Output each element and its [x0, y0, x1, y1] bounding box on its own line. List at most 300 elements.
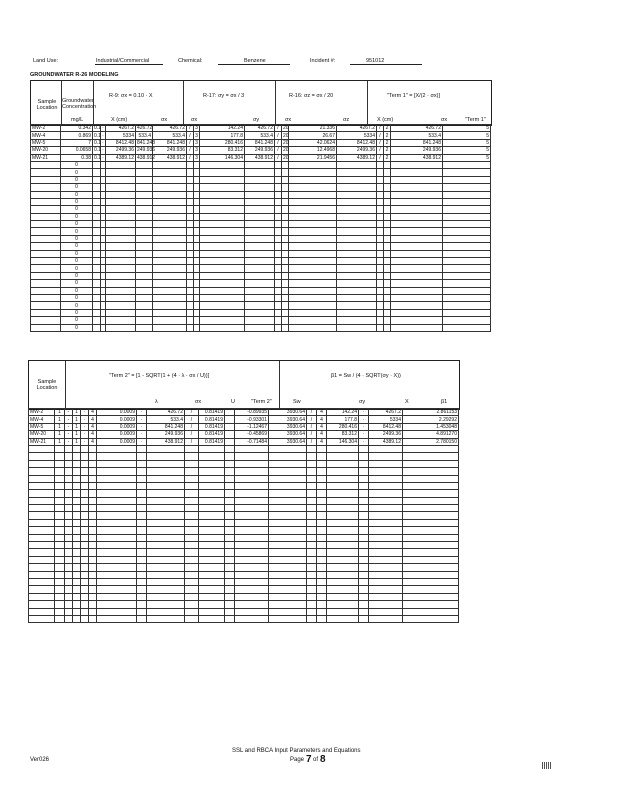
table-cell: 0.0009 — [97, 416, 137, 423]
table-cell — [81, 586, 89, 593]
table-cell — [317, 453, 327, 460]
table-cell: MW-2 — [29, 409, 55, 416]
table-cell — [147, 556, 185, 563]
table-cell: 4.891270 — [403, 431, 459, 438]
table-row — [31, 294, 491, 301]
table-cell — [153, 272, 187, 279]
table-cell — [153, 191, 187, 198]
table-cell: 426.72 — [153, 125, 187, 132]
table-cell — [275, 169, 282, 176]
table-cell — [235, 519, 269, 526]
table-cell — [81, 608, 89, 615]
table-cell — [136, 294, 153, 301]
table1-header — [30, 80, 492, 126]
table-cell — [89, 490, 97, 497]
table-row — [31, 125, 491, 132]
table-cell — [282, 161, 289, 168]
table-cell — [377, 258, 384, 265]
table-cell — [185, 571, 199, 578]
table-cell — [65, 460, 73, 467]
table-cell — [403, 556, 459, 563]
table-cell — [289, 309, 337, 316]
table-cell — [337, 184, 377, 191]
table-cell — [327, 601, 359, 608]
table-cell — [97, 512, 137, 519]
table-cell: 0.0009 — [97, 431, 137, 438]
table-cell — [317, 505, 327, 512]
table-cell — [29, 512, 55, 519]
table-cell: / — [377, 147, 384, 154]
table-cell — [282, 324, 289, 331]
table-cell — [97, 586, 137, 593]
table-cell — [199, 460, 225, 467]
t1-col-conc-unit: mg/L — [71, 117, 84, 123]
table-cell — [369, 505, 403, 512]
table-cell — [200, 191, 245, 198]
table-row — [29, 482, 459, 489]
table-cell — [269, 578, 307, 585]
table-cell: 4 — [89, 409, 97, 416]
table-cell — [359, 601, 369, 608]
table-cell — [147, 564, 185, 571]
footer-page-label: Page — [290, 757, 305, 763]
table-cell — [307, 445, 317, 452]
table-cell: 0.0009 — [97, 423, 137, 430]
table-cell — [200, 258, 245, 265]
table-cell — [377, 213, 384, 220]
table-cell: 249.936 — [147, 431, 185, 438]
table-cell — [317, 482, 327, 489]
table-cell: MW-2 — [31, 125, 61, 132]
table-cell — [153, 213, 187, 220]
table-row — [31, 147, 491, 154]
table-cell — [245, 287, 275, 294]
table-cell — [65, 571, 73, 578]
table-cell — [81, 542, 89, 549]
table-cell — [369, 453, 403, 460]
table-cell — [200, 243, 245, 250]
table-cell — [225, 460, 235, 467]
table-cell — [200, 265, 245, 272]
table-cell: 20 — [283, 154, 289, 161]
table-cell: · — [137, 431, 147, 438]
table-cell — [403, 586, 459, 593]
table-cell — [81, 445, 89, 452]
table-cell — [199, 586, 225, 593]
table-cell — [225, 601, 235, 608]
table-cell — [147, 542, 185, 549]
table-cell — [136, 302, 153, 309]
table-cell: 0 — [61, 258, 93, 265]
table-cell — [377, 176, 384, 183]
table-cell — [153, 324, 187, 331]
table-cell — [200, 161, 245, 168]
table-cell — [137, 608, 147, 615]
table-cell — [443, 198, 491, 205]
table-cell — [225, 445, 235, 452]
table-cell — [200, 221, 245, 228]
table-cell — [29, 601, 55, 608]
table-cell — [235, 615, 269, 622]
table-cell: 249.936 — [153, 147, 187, 154]
table-cell: 1 — [73, 416, 81, 423]
table-cell — [337, 191, 377, 198]
table-cell — [245, 294, 275, 301]
table-cell — [384, 309, 391, 316]
table-cell: 142.24 — [327, 409, 359, 416]
table-cell — [29, 490, 55, 497]
table-cell — [200, 176, 245, 183]
table-cell — [55, 445, 65, 452]
table-cell — [81, 556, 89, 563]
table-cell — [29, 534, 55, 541]
table-cell — [282, 317, 289, 324]
table-cell: 1 — [55, 416, 65, 423]
table-cell: · — [359, 416, 369, 423]
table-cell — [31, 206, 61, 213]
table-cell — [187, 169, 194, 176]
t1-group-a: R-9: σx = 0.10 · X — [109, 93, 153, 99]
table-cell — [317, 497, 327, 504]
table-cell — [377, 302, 384, 309]
table-row — [31, 265, 491, 272]
table-cell: 2.29292 — [403, 416, 459, 423]
table-cell — [235, 556, 269, 563]
table-cell — [403, 615, 459, 622]
table-cell: 4267.2 — [337, 125, 377, 132]
table-cell — [55, 490, 65, 497]
table-cell — [391, 287, 443, 294]
table-cell — [185, 468, 199, 475]
table-cell — [269, 586, 307, 593]
table-row — [31, 198, 491, 205]
table-cell — [137, 601, 147, 608]
table-cell — [136, 317, 153, 324]
table-cell — [73, 482, 81, 489]
table-cell — [235, 482, 269, 489]
table-cell — [89, 497, 97, 504]
table-row — [29, 542, 459, 549]
table-cell: · — [359, 431, 369, 438]
table-cell — [391, 221, 443, 228]
table-cell — [384, 221, 391, 228]
table-cell: 26.67 — [289, 132, 337, 139]
table-cell — [31, 294, 61, 301]
table-cell — [269, 542, 307, 549]
table-cell — [317, 490, 327, 497]
table-cell — [275, 317, 282, 324]
table-cell — [147, 482, 185, 489]
table-cell — [443, 221, 491, 228]
table-cell: / — [275, 132, 282, 139]
table-cell — [359, 556, 369, 563]
table-cell — [147, 497, 185, 504]
table-cell — [106, 235, 136, 242]
table-cell: 438.912 — [147, 438, 185, 445]
table-cell — [377, 161, 384, 168]
table-cell — [187, 184, 194, 191]
table-cell: 4 — [89, 423, 97, 430]
table-cell — [245, 243, 275, 250]
table-cell: · — [81, 438, 89, 445]
table-cell — [317, 608, 327, 615]
table1-body — [30, 124, 491, 332]
table-row — [31, 287, 491, 294]
table-cell — [55, 593, 65, 600]
table-cell — [384, 294, 391, 301]
table-cell: 438.912 — [137, 154, 156, 161]
table-cell: / — [187, 147, 194, 154]
table-cell — [185, 445, 199, 452]
table-row — [31, 206, 491, 213]
table-cell — [106, 198, 136, 205]
table-cell — [185, 586, 199, 593]
table-cell — [225, 578, 235, 585]
table-cell — [147, 453, 185, 460]
table-cell — [31, 265, 61, 272]
table-cell: 2 — [384, 125, 391, 132]
table-cell — [275, 272, 282, 279]
table-cell — [359, 534, 369, 541]
table-cell — [153, 280, 187, 287]
land-use-value: Industrial/Commercial — [96, 58, 150, 64]
table-cell — [136, 184, 153, 191]
t1-col-sample: Sample Location — [36, 99, 58, 111]
table-cell: 0.1 — [94, 139, 101, 146]
table-cell: 12.4968 — [289, 147, 337, 154]
table-cell — [185, 593, 199, 600]
table-cell: - — [65, 423, 73, 430]
table-cell — [187, 250, 194, 257]
table-cell — [55, 534, 65, 541]
table-cell: 2 — [384, 139, 391, 146]
table-cell — [282, 191, 289, 198]
table-cell: 4 — [317, 416, 327, 423]
table-cell — [443, 206, 491, 213]
table-cell — [185, 549, 199, 556]
table-cell — [269, 512, 307, 519]
table-cell: 1 — [55, 409, 65, 416]
table-cell: 3 — [195, 154, 198, 161]
table-cell — [269, 453, 307, 460]
footer-title: SSL and RBCA Input Parameters and Equations — [232, 748, 361, 754]
table-row — [29, 608, 459, 615]
table-cell — [317, 601, 327, 608]
table-cell — [289, 250, 337, 257]
table-cell: 4 — [317, 423, 327, 430]
table-cell: 4267.2 — [369, 409, 403, 416]
table-cell — [307, 556, 317, 563]
table-cell — [359, 608, 369, 615]
table-cell: 2.861153 — [403, 409, 459, 416]
table-cell — [289, 213, 337, 220]
table-cell — [235, 578, 269, 585]
table-cell — [369, 586, 403, 593]
table-cell — [81, 564, 89, 571]
table-cell — [269, 556, 307, 563]
table-cell — [55, 615, 65, 622]
table-row — [31, 184, 491, 191]
table-cell: · — [81, 423, 89, 430]
table-cell — [289, 258, 337, 265]
table-cell — [245, 228, 275, 235]
table-cell — [93, 176, 101, 183]
table-cell — [225, 549, 235, 556]
table-cell — [93, 302, 101, 309]
table-cell — [245, 235, 275, 242]
table-cell — [153, 235, 187, 242]
table-cell — [391, 280, 443, 287]
t1-sub-sy: σy — [253, 117, 260, 123]
table-cell — [106, 228, 136, 235]
table-cell — [377, 221, 384, 228]
table-cell — [391, 317, 443, 324]
table-cell — [65, 578, 73, 585]
table-cell — [29, 475, 55, 482]
table-cell — [391, 324, 443, 331]
table-cell — [93, 184, 101, 191]
table-cell — [359, 460, 369, 467]
table-cell — [187, 198, 194, 205]
t2-group-a: "Term 2" = [1 - SQRT(1 + (4 · λ · σx / U))] — [109, 373, 210, 379]
table-cell — [391, 213, 443, 220]
table-cell — [359, 571, 369, 578]
table-cell — [327, 475, 359, 482]
table-row — [29, 571, 459, 578]
table-cell — [443, 250, 491, 257]
table-cell — [29, 556, 55, 563]
table-cell — [31, 228, 61, 235]
table-cell — [136, 265, 153, 272]
table-cell — [369, 490, 403, 497]
table-cell — [137, 468, 147, 475]
table-cell — [307, 519, 317, 526]
table-cell — [89, 608, 97, 615]
table-cell — [369, 497, 403, 504]
table-cell: MW-20 — [29, 431, 55, 438]
table-cell — [73, 497, 81, 504]
table-cell — [384, 213, 391, 220]
table-cell — [89, 505, 97, 512]
table-cell: / — [307, 416, 317, 423]
table-cell: 1 — [73, 431, 81, 438]
table-cell — [443, 309, 491, 316]
table-cell — [369, 460, 403, 467]
t1-group-c: R-16: σz = σx / 20 — [289, 93, 334, 99]
table-cell — [106, 302, 136, 309]
table-cell: 20 — [283, 125, 289, 132]
table-cell — [337, 161, 377, 168]
table-cell: MW-21 — [29, 438, 55, 445]
table-cell — [327, 512, 359, 519]
table-cell: 0 — [61, 287, 93, 294]
table-cell: 3930.64 — [269, 423, 307, 430]
table-cell: 5334 — [106, 132, 136, 139]
table-cell — [73, 556, 81, 563]
table-cell — [55, 578, 65, 585]
table-cell: 0.1 — [94, 125, 101, 132]
table-cell — [55, 549, 65, 556]
table-row — [29, 505, 459, 512]
table-cell — [327, 564, 359, 571]
table-cell: 146.304 — [200, 154, 245, 161]
table-cell: / — [307, 423, 317, 430]
table-cell — [225, 586, 235, 593]
table-cell — [55, 460, 65, 467]
table-cell — [81, 519, 89, 526]
table-cell — [275, 184, 282, 191]
table-cell — [275, 287, 282, 294]
table-cell — [137, 564, 147, 571]
table-cell — [443, 161, 491, 168]
table-cell — [106, 191, 136, 198]
table-cell — [403, 482, 459, 489]
table-cell — [269, 571, 307, 578]
table-cell — [73, 445, 81, 452]
t1-sub-x2: X (cm) — [377, 117, 394, 123]
table-cell: 2 — [384, 154, 391, 161]
table-cell — [225, 542, 235, 549]
table-cell — [93, 235, 101, 242]
table-cell — [275, 206, 282, 213]
table-cell — [199, 578, 225, 585]
table-cell: · — [137, 423, 147, 430]
table-cell — [153, 169, 187, 176]
table-cell — [147, 586, 185, 593]
table-cell — [377, 228, 384, 235]
table-cell — [269, 482, 307, 489]
table-cell — [391, 272, 443, 279]
table-cell — [307, 615, 317, 622]
table-cell — [289, 294, 337, 301]
table-cell: 438.912 — [245, 154, 275, 161]
table-cell — [97, 468, 137, 475]
table-cell — [200, 309, 245, 316]
table-cell: 0.38 — [61, 154, 93, 161]
table-cell: 841.248 — [153, 139, 187, 146]
table-cell — [391, 294, 443, 301]
table-cell — [275, 221, 282, 228]
table-cell — [147, 475, 185, 482]
table-cell — [377, 265, 384, 272]
table-cell — [384, 287, 391, 294]
table-cell — [97, 549, 137, 556]
table-cell — [137, 527, 147, 534]
table-row — [29, 475, 459, 482]
table-cell: 426.72 — [147, 409, 185, 416]
table-cell — [369, 519, 403, 526]
table-cell — [377, 272, 384, 279]
table-cell — [93, 324, 101, 331]
table-cell — [245, 169, 275, 176]
table-cell: 20 — [283, 147, 289, 154]
table-cell — [89, 564, 97, 571]
table-cell — [245, 280, 275, 287]
table-cell: 426.72 — [391, 125, 443, 132]
table-cell: 5 — [443, 154, 491, 161]
table-cell — [93, 272, 101, 279]
table-cell: 1 — [55, 431, 65, 438]
table-cell: 249.936 — [137, 147, 156, 154]
table-cell — [199, 571, 225, 578]
table-cell — [289, 324, 337, 331]
table-cell — [327, 519, 359, 526]
table-cell — [136, 235, 153, 242]
table-cell — [55, 468, 65, 475]
table-cell — [106, 161, 136, 168]
table-cell — [359, 519, 369, 526]
table-cell — [443, 228, 491, 235]
